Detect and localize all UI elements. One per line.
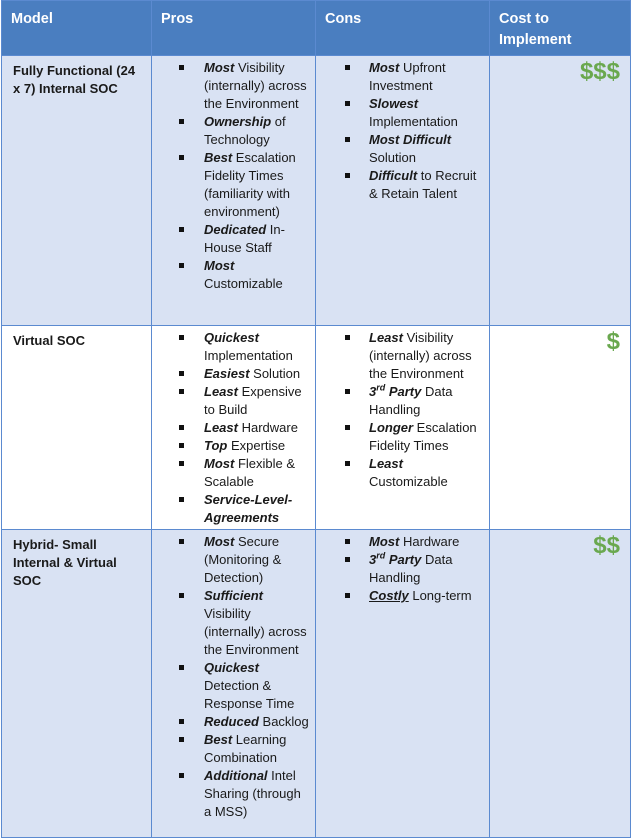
- item-text: Customizable: [204, 276, 283, 291]
- list-item: [316, 455, 485, 491]
- item-text: Learning Combination: [204, 732, 287, 765]
- cost-cell: [490, 326, 631, 530]
- emphasis-text: Most Difficult: [369, 132, 452, 147]
- list-item: [152, 437, 311, 455]
- item-text: of Technology: [204, 114, 286, 147]
- square-bullet-icon: [179, 461, 184, 466]
- cons-cell: [316, 326, 490, 530]
- item-text: Data Handling: [369, 552, 453, 585]
- superscript-text: rd: [376, 550, 386, 561]
- header-cost: Cost to Implement: [490, 1, 631, 56]
- superscript-text: rd: [376, 382, 386, 393]
- pros-list: [152, 56, 315, 295]
- emphasis-text: Additional: [204, 768, 268, 783]
- square-bullet-icon: [345, 461, 350, 466]
- list-item: [152, 365, 311, 383]
- list-item: [152, 419, 311, 437]
- square-bullet-icon: [345, 539, 350, 544]
- list-item: [316, 329, 485, 383]
- square-bullet-icon: [179, 497, 184, 502]
- square-bullet-icon: [179, 737, 184, 742]
- item-text: Escalation Fidelity Times (familiarity with environment): [204, 150, 296, 219]
- emphasis-text: Slowest: [369, 96, 419, 111]
- emphasis-text: Least: [369, 330, 403, 345]
- emphasis-text: Most: [204, 258, 235, 273]
- emphasis-text: Dedicated: [204, 222, 267, 237]
- emphasis-text: Easiest: [204, 366, 250, 381]
- list-item: [152, 383, 311, 419]
- emphasis-text: Best: [204, 732, 233, 747]
- item-text: Secure (Monitoring & Detection): [204, 534, 282, 585]
- cons-cell: [316, 56, 490, 326]
- cost-value: $$: [593, 532, 620, 559]
- item-text: Implementation: [369, 114, 458, 129]
- item-text: Upfront Investment: [369, 60, 446, 93]
- square-bullet-icon: [179, 227, 184, 232]
- model-name: Hybrid- Small Internal & Virtual SOC: [2, 530, 152, 838]
- square-bullet-icon: [345, 101, 350, 106]
- square-bullet-icon: [345, 593, 350, 598]
- model-name: Fully Functional (24 x 7) Internal SOC: [2, 56, 152, 326]
- list-item: [316, 383, 485, 419]
- item-text: Visibility (internally) across the Environment: [204, 606, 307, 657]
- table-row: [2, 530, 631, 838]
- table-row: [2, 326, 631, 530]
- emphasis-text: Quickest: [204, 660, 259, 675]
- list-item: [152, 149, 311, 221]
- emphasis-text: Costly: [369, 588, 409, 603]
- square-bullet-icon: [179, 119, 184, 124]
- emphasis-text: Ownership: [204, 114, 272, 129]
- item-text: Intel Sharing (through a MSS): [204, 768, 301, 819]
- table-row: [2, 56, 631, 326]
- item-text: Long-term: [408, 588, 472, 603]
- square-bullet-icon: [345, 65, 350, 70]
- header-pros: Pros: [152, 1, 316, 56]
- square-bullet-icon: [345, 173, 350, 178]
- pros-list: [152, 530, 315, 823]
- cons-cell: [316, 530, 490, 838]
- emphasis-text: Most: [204, 456, 235, 471]
- cost-cell: [490, 56, 631, 326]
- pros-list: [152, 326, 315, 529]
- emphasis-text: Most: [204, 60, 235, 75]
- square-bullet-icon: [179, 371, 184, 376]
- square-bullet-icon: [179, 335, 184, 340]
- emphasis-text: Quickest: [204, 330, 259, 345]
- emphasis-text: Most: [369, 534, 400, 549]
- item-text: Implementation: [204, 348, 293, 363]
- list-item: [316, 167, 485, 203]
- list-item: [152, 329, 311, 365]
- square-bullet-icon: [345, 389, 350, 394]
- item-text: Detection & Response Time: [204, 678, 295, 711]
- square-bullet-icon: [179, 593, 184, 598]
- item-text: to Recruit & Retain Talent: [369, 168, 477, 201]
- square-bullet-icon: [179, 665, 184, 670]
- item-text: Backlog: [258, 714, 309, 729]
- item-text: Solution: [369, 150, 416, 165]
- item-text: Expertise: [227, 438, 286, 453]
- soc-comparison-table: [1, 0, 631, 838]
- cons-list: [316, 530, 489, 607]
- list-item: [152, 257, 311, 293]
- item-text: Escalation Fidelity Times: [369, 420, 477, 453]
- item-text: Customizable: [369, 474, 448, 489]
- pros-cell: [152, 56, 316, 326]
- emphasis-text: Party: [385, 552, 422, 567]
- emphasis-text: Difficult: [369, 168, 418, 183]
- emphasis-text: Least: [204, 420, 238, 435]
- square-bullet-icon: [345, 335, 350, 340]
- emphasis-text: Most: [369, 60, 400, 75]
- list-item: [152, 59, 311, 113]
- list-item: [152, 713, 311, 731]
- emphasis-text: Reduced: [204, 714, 259, 729]
- square-bullet-icon: [345, 425, 350, 430]
- emphasis-text: Service-Level-Agreements: [204, 492, 293, 525]
- emphasis-text: 3: [369, 384, 377, 399]
- cons-list: [316, 326, 489, 493]
- list-item: [152, 533, 311, 587]
- header-row: [2, 1, 631, 56]
- cost-value: $$$: [579, 58, 620, 85]
- square-bullet-icon: [179, 719, 184, 724]
- list-item: [152, 659, 311, 713]
- square-bullet-icon: [179, 443, 184, 448]
- square-bullet-icon: [179, 539, 184, 544]
- list-item: [152, 113, 311, 149]
- list-item: [316, 533, 485, 551]
- item-text: Solution: [249, 366, 301, 381]
- list-item: [316, 59, 485, 95]
- emphasis-text: Least: [369, 456, 403, 471]
- item-text: Data Handling: [369, 384, 453, 417]
- list-item: [152, 455, 311, 491]
- item-text: Flexible & Scalable: [204, 456, 296, 489]
- list-item: [316, 551, 485, 587]
- cost-cell: [490, 530, 631, 838]
- item-text: Hardware: [399, 534, 460, 549]
- item-text: Expensive to Build: [204, 384, 302, 417]
- emphasis-text: 3: [369, 552, 377, 567]
- emphasis-text: Top: [204, 438, 228, 453]
- list-item: [316, 131, 485, 167]
- square-bullet-icon: [179, 389, 184, 394]
- header-cons: Cons: [316, 1, 490, 56]
- list-item: [316, 419, 485, 455]
- cons-list: [316, 56, 489, 205]
- model-name: Virtual SOC: [2, 326, 152, 530]
- item-text: Visibility (internally) across the Environment: [204, 60, 307, 111]
- list-item: [152, 491, 311, 527]
- emphasis-text: Sufficient: [204, 588, 263, 603]
- list-item: [152, 221, 311, 257]
- pros-cell: [152, 530, 316, 838]
- list-item: [152, 587, 311, 659]
- list-item: [152, 731, 311, 767]
- square-bullet-icon: [345, 137, 350, 142]
- list-item: [316, 587, 485, 605]
- list-item: [316, 95, 485, 131]
- emphasis-text: Party: [385, 384, 422, 399]
- item-text: Hardware: [237, 420, 298, 435]
- square-bullet-icon: [179, 425, 184, 430]
- square-bullet-icon: [179, 65, 184, 70]
- item-text: In-House Staff: [204, 222, 285, 255]
- emphasis-text: Longer: [369, 420, 414, 435]
- square-bullet-icon: [345, 557, 350, 562]
- emphasis-text: Least: [204, 384, 238, 399]
- square-bullet-icon: [179, 155, 184, 160]
- list-item: [152, 767, 311, 821]
- emphasis-text: Most: [204, 534, 235, 549]
- square-bullet-icon: [179, 773, 184, 778]
- emphasis-text: Best: [204, 150, 233, 165]
- cost-value: $: [606, 328, 620, 355]
- item-text: Visibility (internally) across the Environment: [369, 330, 472, 381]
- header-model: Model: [2, 1, 152, 56]
- pros-cell: [152, 326, 316, 530]
- square-bullet-icon: [179, 263, 184, 268]
